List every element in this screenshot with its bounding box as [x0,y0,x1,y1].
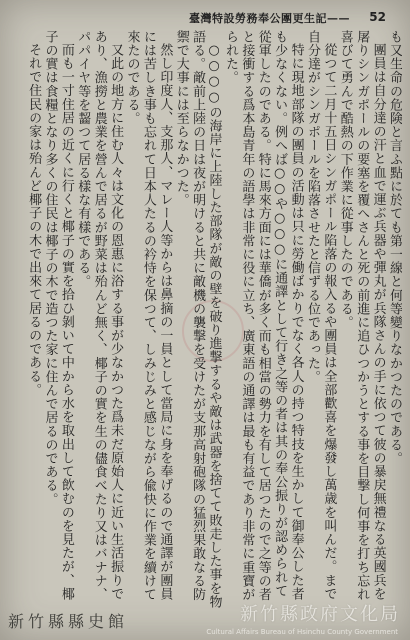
institution-logo: 新竹縣政府文化局 [240,604,400,625]
paragraph: それで住民の家は殆んど椰子の木で出來て居るのである。 [26,43,42,397]
vertical-body-text [8,30,402,610]
paragraph: ○○○○の海岸に上陸した部隊が敵の壁を破り進撃するや敵は武器を捨てて敗走した事を物語る。敵前上陸の日は夜が明けると共に敵機の襲撃を受けたが支那高射砲隊の猛烈果敢なる防禦で大事には至らなかつた。 [173,30,222,609]
archive-stamp: 新竹縣縣史館 [8,612,129,631]
page-header [0,8,410,30]
page-footer [0,604,410,640]
paragraph: 然し印度人、支那人、マレー人等からは鼻摘の一員として當局に身を奉げるので通譯が團員には苦しき事も忘れて日本人たるの衿恃を保つて、しみじみと感じながら偸快に作業を續けて來たのである。 [124,30,173,602]
paragraph: 團員は自分達の汗と血で運ぶ兵器や彈丸が兵隊さんの手に依つて彼の暴戻無禮なる英國兵を屠りシンガポールの要塞を覆へさんと死の前進に追ひつかうとする事を目撃し何事を打ち忘れ喜びて勇んで酷熱の下作業に從事したのである。 [337,30,386,602]
paragraph: も又生命の危険と言ふ點に於ても第一線と何等變りなかつたのである。 [387,30,402,466]
paragraph: 特に現地部隊の團員の活動は只に勞働ばかりでなく各人の持つ特技を生かして御奉公した者も少なくない。例へば○○や○○○に通譯として行き之等の者は其の奉公振りが認められて從軍したのである。特に馬來方面には華僑が多く而も相當の勢力を有して居つたので之等の者と接衝する爲本島青年の語學は非常に役に立ち、廣東語の通譯は最も有益であり非常に重寶がられた。 [222,30,304,602]
page-number: 52 [369,10,386,24]
paragraph: 從つて二月十五日シンガポール陷落の報入るや團員は全部歡喜を爆發し萬歳を叫んだ。まで自分達がシンガポールを陷落させたと信ずる位であった。 [304,30,337,601]
institution-logo-subtitle: Cultural Affairs Bureau of Hsinchu County Government [206,628,398,636]
running-title: 臺灣特設勞務奉公團更生記—— [189,12,350,25]
paragraph: 而も一寸住居の近くに行くと椰子の實を拾ひ剝いて中から水を取出して飲むのを見たが、椰子の實は食糧となり多くの住民は椰子の木で造つた家に住んで居るのである。 [42,30,74,601]
paragraph: 又此の地方に住む人々は文化の恩惠に浴する事が少なかつた爲未だ原始人に近い生活振りであり、漁撈と農業を營んで居るが野菜は殆んど無く、椰子の實を生の儘食べたり又はバナナ、パパイヤ等を齧つて居る樣な有樣である。 [75,30,124,602]
